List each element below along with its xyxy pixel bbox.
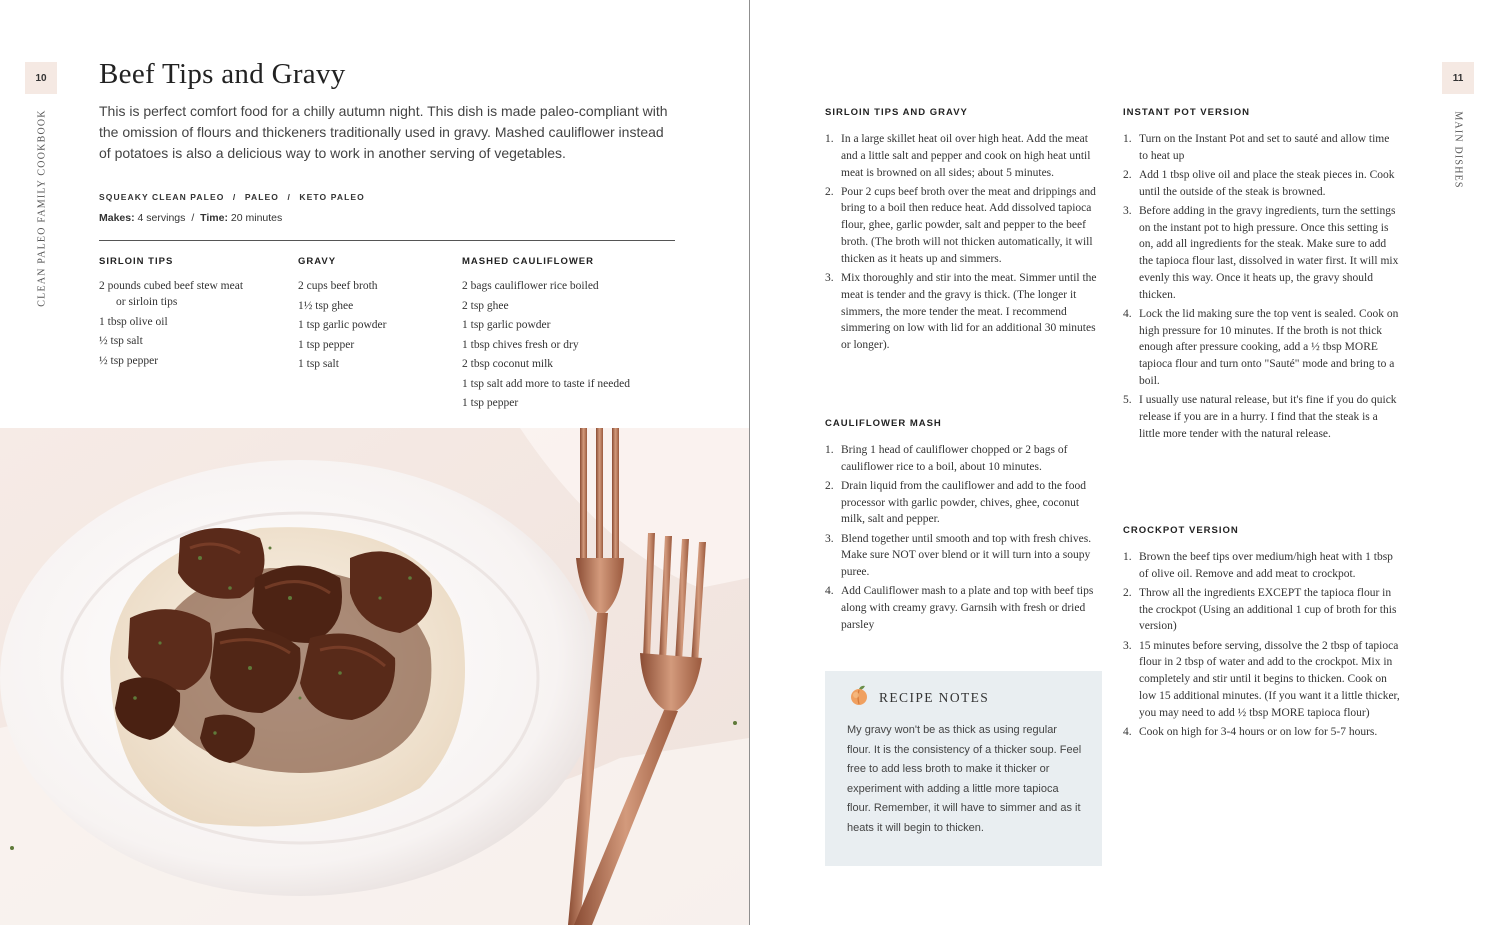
food-photo: [0, 428, 749, 925]
section-heading: CROCKPOT VERSION: [1123, 525, 1239, 536]
page-number-right: 11: [1442, 62, 1474, 94]
divider: [99, 240, 675, 241]
ingredient-item: 2 tbsp coconut milk: [462, 358, 554, 370]
ingredient-group-heading: GRAVY: [298, 256, 337, 267]
section-heading: INSTANT POT VERSION: [1123, 107, 1251, 118]
ingredient-group-heading: MASHED CAULIFLOWER: [462, 256, 594, 267]
step-item: 3. Before adding in the gravy ingredients, turn the settings on the instant pot to high pressure. Once this setting is on, add all ingredients for the steak. Make sure to add the tapioca flour last, dissolved in water first. It will mix evenly this way. Once it heats up, the gravy should thicken.: [1123, 203, 1400, 304]
ingredient-group-heading: SIRLOIN TIPS: [99, 256, 174, 267]
time-value: 20 minutes: [230, 212, 283, 224]
ingredient-item: 1 tbsp chives fresh or dry: [462, 338, 579, 351]
ingredient-item: 2 tsp ghee: [462, 299, 509, 312]
diet-tag: PALEO: [244, 192, 279, 202]
step-item: 2. Pour 2 cups beef broth over the meat and drippings and bring to a boil then reduce heat. Add dissolved tapioca flour, ghee, garlic powder, salt and pepper to the beef broth. (The broth will not thicken automatically, it will thicken as it heats up and simmers.: [825, 184, 1102, 268]
step-text: Bring 1 head of cauliflower chopped or 2 bags of cauliflower rice to a boil, about 10 minutes.: [841, 444, 1068, 473]
diet-tag: SQUEAKY CLEAN PALEO: [99, 192, 225, 202]
left-page: [0, 0, 749, 925]
time-label: Time:: [200, 212, 228, 224]
section-heading: CAULIFLOWER MASH: [825, 418, 942, 429]
ingredient-item: 1 tsp garlic powder: [298, 319, 387, 331]
section-sirloin-tips-gravy: [825, 107, 1102, 356]
diet-tags: [99, 192, 365, 202]
ingredients-mashed-cauliflower: [462, 256, 677, 415]
step-text: I usually use natural release, but it's fine if you do quick release if you are in a hurry. I find that the steak is a little more tender with the natural release.: [1139, 394, 1397, 440]
recipe-notes-title: RECIPE NOTES: [879, 689, 990, 705]
step-text: Before adding in the gravy ingredients, turn the settings on the instant pot to high pressure. Once this setting is on, add all ingredients for the steak. Make sure to add the tapioca flour last, dissolved in water first. It will mix evenly this way. Once it heats up, the gravy should thicken.: [1139, 204, 1399, 301]
section-heading: SIRLOIN TIPS AND GRAVY: [825, 107, 968, 118]
step-item: 4. Add Cauliflower mash to a plate and top with beef tips along with creamy gravy. Garnsih with fresh or dried parsley: [825, 583, 1102, 633]
step-item: 4. Cook on high for 3-4 hours or on low for 5-7 hours.: [1123, 724, 1400, 741]
ingredient-item: 2 bags cauliflower rice boiled: [462, 280, 599, 292]
page-number-left: 10: [25, 62, 57, 94]
ingredients-sirloin-tips: [99, 256, 249, 372]
ingredient-item: 1 tsp pepper: [298, 338, 355, 351]
recipe-intro: This is perfect comfort food for a chilly autumn night. This dish is made paleo-compliant with the omission of flours and thickeners traditionally used in gravy. Mashed cauliflower instead of potatoes is also a delicious way to work in another serving of vegetables.: [99, 103, 668, 161]
step-text: Lock the lid making sure the top vent is sealed. Cook on high pressure for 10 minutes. If the broth is not thick enough after pressure cooking, add a ½ tbsp MORE tapioca flour and turn onto "Sauté" mode and bring to a boil.: [1139, 307, 1399, 388]
step-item: 1. Turn on the Instant Pot and set to sauté and allow time to heat up: [1123, 131, 1400, 165]
step-text: Mix thoroughly and stir into the meat. Simmer until the meat is tender and the gravy is thick. (The longer it simmers, the more tender the meat. I recommend simmering on low with lid for an additional 30 minutes or longer).: [841, 271, 1097, 352]
makes-label: Makes:: [99, 212, 135, 224]
step-text: Throw all the ingredients EXCEPT the tapioca flour in the crockpot (Using an additional 1 cup of broth for this version): [1139, 586, 1397, 633]
ingredient-item: 2 pounds cubed beef stew meat or sirloin tips: [99, 280, 244, 308]
ingredients-gravy: [298, 256, 448, 376]
section-cauliflower-mash: [825, 418, 1102, 636]
step-text: In a large skillet heat oil over high heat. Add the meat and a little salt and pepper and cook on high heat until meat is browned on all sides; about 5 minutes.: [841, 133, 1091, 179]
ingredient-item: 1 tsp pepper: [462, 397, 519, 409]
ingredient-item: ½ tsp pepper: [99, 354, 159, 367]
ingredient-item: 2 cups beef broth: [298, 280, 378, 292]
peach-icon: [847, 683, 871, 712]
ingredient-item: 1 tbsp olive oil: [99, 315, 168, 328]
recipe-notes-body: My gravy won't be as thick as using regular flour. It is the consistency of a thicker soup. Feel free to add less broth to make it thicker or experiment with adding a little more tapioca flour. Remember, it will have to simmer and as it heats it will begin to thicken.: [847, 724, 1082, 834]
step-item: 2. Throw all the ingredients EXCEPT the tapioca flour in the crockpot (Using an additional 1 cup of broth for this version): [1123, 585, 1400, 635]
ingredient-item: ½ tsp salt: [99, 335, 143, 347]
right-page: [750, 0, 1500, 925]
ingredient-item: 1 tsp garlic powder: [462, 319, 551, 331]
tag-separator: /: [287, 192, 291, 202]
ingredient-item: 1 tsp salt: [298, 358, 339, 370]
running-head-left: CLEAN PALEO FAMILY COOKBOOK: [36, 109, 48, 307]
running-head-right: MAIN DISHES: [1452, 111, 1464, 189]
section-instant-pot: [1123, 107, 1400, 445]
step-text: Blend together until smooth and top with fresh chives. Make sure NOT over blend or it will turn into a soupy puree.: [841, 532, 1092, 579]
step-item: 3. Mix thoroughly and stir into the meat. Simmer until the meat is tender and the gravy is thick. (The longer it simmers, the more tender the meat. I recommend simmering on low with lid for an additional 30 minutes or longer).: [825, 270, 1102, 354]
ingredient-item: 1 tsp salt add more to taste if needed: [462, 377, 630, 390]
step-text: 15 minutes before serving, dissolve the 2 tbsp of tapioca flour in 2 tbsp of water and add to the crockpot. Mix in completely and stir until it begins to thicken. Cook on low 15 additional minutes. (If you want it a little thicker, you may need to add ½ tbsp MORE tapioca flour): [1139, 639, 1400, 719]
step-text: Pour 2 cups beef broth over the meat and drippings and bring to a boil then reduce heat. Add dissolved tapioca flour, ghee, garlic powder, salt and pepper to the beef broth. (The broth will not thicken automatically, it will thicken as it heats up and simmers.: [841, 185, 1096, 265]
step-text: Add 1 tbsp olive oil and place the steak pieces in. Cook until the outside of the steak is browned.: [1139, 168, 1395, 198]
meta-separator: /: [191, 212, 195, 224]
step-item: 4. Lock the lid making sure the top vent is sealed. Cook on high pressure for 10 minutes. If the broth is not thick enough after pressure cooking, add a ½ tbsp MORE tapioca flour and turn onto "Sauté" mode and bring to a boil.: [1123, 306, 1400, 390]
recipe-title: Beef Tips and Gravy: [99, 58, 346, 90]
step-item: 3. Blend together until smooth and top with fresh chives. Make sure NOT over blend or it will turn into a soupy puree.: [825, 531, 1102, 581]
step-item: 2. Drain liquid from the cauliflower and add to the food processor with garlic powder, chives, ghee, coconut milk, salt and pepper.: [825, 478, 1102, 528]
step-text: Brown the beef tips over medium/high heat with 1 tbsp of olive oil. Remove and add meat to crockpot.: [1139, 551, 1393, 580]
step-item: 1. In a large skillet heat oil over high heat. Add the meat and a little salt and pepper and cook on high heat until meat is browned on all sides; about 5 minutes.: [825, 131, 1102, 181]
step-text: Cook on high for 3-4 hours or on low for 5-7 hours.: [1139, 725, 1378, 738]
tag-separator: /: [232, 192, 237, 202]
step-item: 2. Add 1 tbsp olive oil and place the steak pieces in. Cook until the outside of the steak is browned.: [1123, 167, 1400, 201]
step-item: 5. I usually use natural release, but it's fine if you do quick release if you are in a hurry. I find that the steak is a little more tender with the natural release.: [1123, 392, 1400, 442]
makes-value: 4 servings: [137, 212, 186, 224]
section-crockpot: [1123, 525, 1400, 743]
diet-tag: KETO PALEO: [299, 192, 365, 202]
step-item: 1. Brown the beef tips over medium/high heat with 1 tbsp of olive oil. Remove and add meat to crockpot.: [1123, 549, 1400, 583]
yield-time: [99, 212, 282, 224]
step-text: Turn on the Instant Pot and set to sauté and allow time to heat up: [1139, 133, 1390, 162]
ingredient-item: 1½ tsp ghee: [298, 299, 354, 312]
step-item: 1. Bring 1 head of cauliflower chopped or 2 bags of cauliflower rice to a boil, about 10 minutes.: [825, 442, 1102, 476]
recipe-notes-box: [825, 671, 1102, 866]
step-text: Add Cauliflower mash to a plate and top with beef tips along with creamy gravy. Garnsih with fresh or dried parsley: [841, 585, 1094, 631]
step-text: Drain liquid from the cauliflower and add to the food processor with garlic powder, chives, ghee, coconut milk, salt and pepper.: [841, 479, 1086, 526]
step-item: 3. 15 minutes before serving, dissolve the 2 tbsp of tapioca flour in 2 tbsp of water and add to the crockpot. Mix in completely and stir until it begins to thicken. Cook on low 15 additional minutes. (If you want it a little thicker, you may need to add ½ tbsp MORE tapioca flour): [1123, 638, 1400, 722]
